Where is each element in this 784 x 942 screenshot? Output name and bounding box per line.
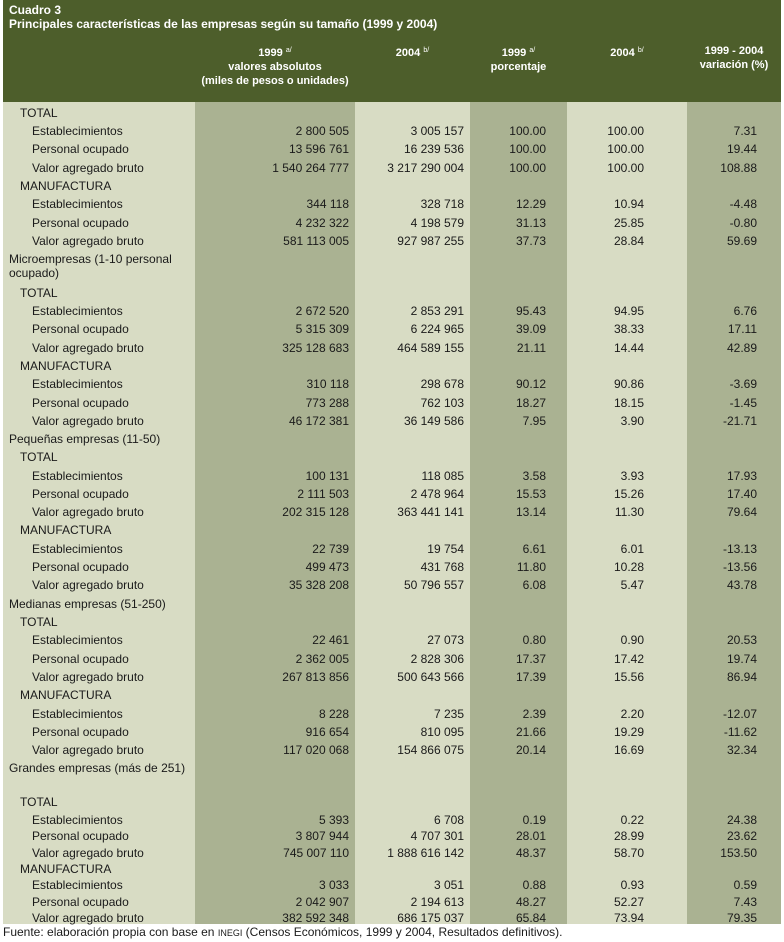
row-label: Personal ocupado xyxy=(32,652,129,666)
value-2004-abs: 2 478 964 xyxy=(410,487,464,501)
value-1999-abs: 2 800 505 xyxy=(295,124,349,138)
row-label: Personal ocupado xyxy=(32,216,129,230)
value-2004-abs: 810 095 xyxy=(420,725,464,739)
value-1999-pct: 0.88 xyxy=(522,878,546,892)
value-2004-abs: 4 707 301 xyxy=(410,829,464,843)
value-variation: 17.40 xyxy=(726,487,757,501)
table-header-bar xyxy=(3,0,781,102)
section-label: TOTAL xyxy=(20,795,58,809)
value-variation: 153.50 xyxy=(720,846,757,860)
value-1999-pct: 21.66 xyxy=(515,725,546,739)
value-1999-pct: 95.43 xyxy=(515,304,546,318)
value-1999-abs: 325 128 683 xyxy=(282,341,349,355)
value-2004-abs: 118 085 xyxy=(421,469,464,483)
value-2004-pct: 18.15 xyxy=(613,396,644,410)
value-2004-abs: 328 718 xyxy=(420,197,464,211)
section-label: TOTAL xyxy=(20,106,58,120)
row-label: Valor agregado bruto xyxy=(32,505,144,519)
value-1999-pct: 0.19 xyxy=(522,813,546,827)
value-2004-pct: 0.93 xyxy=(620,878,644,892)
value-1999-pct: 3.58 xyxy=(522,469,546,483)
group-label: Grandes empresas (más de 251) xyxy=(9,761,186,775)
row-label: Personal ocupado xyxy=(32,560,129,574)
value-1999-pct: 100.00 xyxy=(509,142,546,156)
row-label: Personal ocupado xyxy=(32,142,129,156)
row-label: Personal ocupado xyxy=(32,487,129,501)
value-2004-abs: 6 224 965 xyxy=(410,322,464,336)
value-1999-pct: 2.39 xyxy=(522,707,546,721)
value-2004-abs: 298 678 xyxy=(420,377,464,391)
value-2004-pct: 3.93 xyxy=(620,469,644,483)
value-variation: 7.31 xyxy=(733,124,757,138)
value-1999-pct: 12.29 xyxy=(515,197,546,211)
value-variation: 43.78 xyxy=(726,578,757,592)
value-2004-pct: 38.33 xyxy=(613,322,644,336)
value-2004-pct: 5.47 xyxy=(620,578,644,592)
row-label: Personal ocupado xyxy=(32,895,129,909)
value-2004-abs: 4 198 579 xyxy=(410,216,464,230)
row-label: Establecimientos xyxy=(32,878,123,892)
row-label: Establecimientos xyxy=(32,707,123,721)
row-label: Valor agregado bruto xyxy=(32,743,144,757)
value-1999-pct: 100.00 xyxy=(509,161,546,175)
value-2004-abs: 431 768 xyxy=(420,560,464,574)
column-header-2004-abs: 2004 $^{b/}$ xyxy=(395,47,430,59)
value-1999-abs: 5 393 xyxy=(318,813,349,827)
row-label: Valor agregado bruto xyxy=(32,341,144,355)
value-variation: 17.11 xyxy=(727,322,757,336)
value-1999-abs: 22 739 xyxy=(312,542,349,556)
value-1999-abs: 581 113 005 xyxy=(283,234,349,248)
section-label: MANUFACTURA xyxy=(20,688,112,702)
value-1999-abs: 4 232 322 xyxy=(295,216,349,230)
value-1999-abs: 202 315 128 xyxy=(282,505,349,519)
value-2004-pct: 10.28 xyxy=(613,560,644,574)
row-label: Valor agregado bruto xyxy=(32,911,144,925)
value-variation: -13.13 xyxy=(722,542,757,556)
value-2004-pct: 3.90 xyxy=(620,414,644,428)
value-2004-pct: 19.29 xyxy=(613,725,644,739)
value-variation: -3.69 xyxy=(729,377,757,391)
value-variation: 17.93 xyxy=(726,469,757,483)
value-1999-pct: 6.08 xyxy=(522,578,546,592)
table-title: Principales características de las empresas según su tamaño (1999 y 2004) xyxy=(9,17,438,31)
value-variation: 79.64 xyxy=(726,505,757,519)
value-1999-abs: 310 118 xyxy=(306,377,349,391)
value-2004-pct: 6.01 xyxy=(620,542,644,556)
value-variation: 108.88 xyxy=(720,161,757,175)
value-2004-abs: 2 828 306 xyxy=(410,652,464,666)
value-1999-pct: 48.37 xyxy=(515,846,546,860)
value-variation: 7.43 xyxy=(733,895,757,909)
value-1999-pct: 21.11 xyxy=(516,341,546,355)
value-1999-abs: 100 131 xyxy=(305,469,349,483)
value-2004-pct: 28.84 xyxy=(613,234,644,248)
value-2004-pct: 2.20 xyxy=(620,707,644,721)
value-1999-abs: 267 813 856 xyxy=(282,670,349,684)
value-1999-pct: 90.12 xyxy=(515,377,546,391)
value-variation: 6.76 xyxy=(733,304,757,318)
value-2004-pct: 58.70 xyxy=(613,846,644,860)
group-label: Pequeñas empresas (11-50) xyxy=(9,432,161,446)
value-2004-pct: 100.00 xyxy=(607,124,644,138)
value-2004-abs: 6 708 xyxy=(433,813,464,827)
value-1999-pct: 48.27 xyxy=(515,895,546,909)
value-2004-abs: 3 217 290 004 xyxy=(387,161,464,175)
value-2004-abs: 762 103 xyxy=(420,396,464,410)
value-variation: 19.44 xyxy=(726,142,757,156)
value-2004-pct: 16.69 xyxy=(613,743,644,757)
value-variation: 19.74 xyxy=(726,652,757,666)
column-header-1999-pct: 1999 $^{a/}$ porcentaje xyxy=(490,47,547,73)
value-1999-pct: 0.80 xyxy=(522,633,546,647)
section-label: MANUFACTURA xyxy=(20,359,112,373)
value-1999-pct: 6.61 xyxy=(522,542,546,556)
value-variation: -13.56 xyxy=(722,560,757,574)
value-2004-abs: 2 853 291 xyxy=(410,304,464,318)
row-label: Personal ocupado xyxy=(32,396,129,410)
section-label: MANUFACTURA xyxy=(20,179,112,193)
value-2004-abs: 1 888 616 142 xyxy=(387,846,464,860)
column-header-variation: 1999 - 2004 variación (%) xyxy=(699,45,769,71)
value-1999-pct: 15.53 xyxy=(515,487,546,501)
value-1999-abs: 2 362 005 xyxy=(295,652,349,666)
table-label: Cuadro 3 xyxy=(9,3,62,17)
row-label: Valor agregado bruto xyxy=(32,578,144,592)
value-2004-abs: 927 987 255 xyxy=(397,234,464,248)
value-2004-abs: 16 239 536 xyxy=(403,142,464,156)
row-label: Establecimientos xyxy=(32,813,123,827)
row-label: Establecimientos xyxy=(32,469,123,483)
value-variation: 32.34 xyxy=(726,743,757,757)
value-1999-abs: 22 461 xyxy=(312,633,349,647)
value-variation: 0.59 xyxy=(733,878,757,892)
value-2004-pct: 11.30 xyxy=(614,505,644,519)
row-label: Establecimientos xyxy=(32,124,123,138)
value-2004-pct: 10.94 xyxy=(613,197,644,211)
value-variation: 59.69 xyxy=(726,234,757,248)
value-variation: 86.94 xyxy=(726,670,757,684)
value-2004-pct: 0.90 xyxy=(620,633,644,647)
column-header-2004-pct: 2004 $^{b/}$ xyxy=(610,47,644,59)
value-variation: 23.62 xyxy=(726,829,757,843)
row-label: Establecimientos xyxy=(32,633,123,647)
value-2004-abs: 27 073 xyxy=(427,633,464,647)
value-1999-abs: 8 228 xyxy=(318,707,349,721)
value-1999-pct: 28.01 xyxy=(515,829,546,843)
value-2004-pct: 25.85 xyxy=(613,216,644,230)
section-label: MANUFACTURA xyxy=(20,862,112,876)
value-1999-abs: 2 672 520 xyxy=(295,304,349,318)
value-2004-pct: 90.86 xyxy=(613,377,644,391)
row-label: Valor agregado bruto xyxy=(32,161,144,175)
section-label: TOTAL xyxy=(20,615,58,629)
value-1999-pct: 18.27 xyxy=(515,396,546,410)
value-variation: 42.89 xyxy=(726,341,757,355)
value-2004-abs: 36 149 586 xyxy=(403,414,464,428)
section-label: MANUFACTURA xyxy=(20,523,112,537)
value-1999-abs: 745 007 110 xyxy=(283,846,349,860)
value-1999-pct: 37.73 xyxy=(515,234,546,248)
value-2004-pct: 100.00 xyxy=(607,142,644,156)
value-2004-abs: 2 194 613 xyxy=(410,895,464,909)
value-2004-abs: 50 796 557 xyxy=(403,578,464,592)
value-1999-abs: 5 315 309 xyxy=(295,322,349,336)
value-1999-abs: 35 328 208 xyxy=(288,578,349,592)
value-variation: -4.48 xyxy=(729,197,757,211)
value-1999-pct: 17.37 xyxy=(515,652,546,666)
column-header-1999-abs: 1999 $^{a/}$ valores absolutos (miles de pesos o unidades) xyxy=(201,47,349,87)
value-2004-pct: 17.42 xyxy=(613,652,644,666)
value-2004-abs: 154 866 075 xyxy=(397,743,464,757)
value-2004-pct: 100.00 xyxy=(607,161,644,175)
row-label: Valor agregado bruto xyxy=(32,234,144,248)
value-2004-pct: 15.56 xyxy=(613,670,644,684)
value-variation: 79.35 xyxy=(726,911,757,925)
value-variation: -11.62 xyxy=(723,725,757,739)
row-label: Personal ocupado xyxy=(32,322,129,336)
value-2004-abs: 3 005 157 xyxy=(410,124,464,138)
value-1999-pct: 31.13 xyxy=(515,216,546,230)
value-1999-abs: 382 592 348 xyxy=(282,911,349,925)
row-label: Valor agregado bruto xyxy=(32,414,144,428)
value-1999-pct: 11.80 xyxy=(516,560,546,574)
row-label: Valor agregado bruto xyxy=(32,670,144,684)
value-1999-abs: 916 654 xyxy=(305,725,349,739)
value-1999-pct: 7.95 xyxy=(522,414,546,428)
group-label: Medianas empresas (51-250) xyxy=(9,597,166,611)
row-label: Establecimientos xyxy=(32,304,123,318)
value-1999-abs: 2 111 503 xyxy=(297,487,349,501)
row-label: Establecimientos xyxy=(32,542,123,556)
value-1999-abs: 117 020 068 xyxy=(283,743,349,757)
source-note: Fuente: elaboración propia con base en INEGI (Censos Económicos, 1999 y 2004, Resultados definitivos). xyxy=(3,925,563,939)
value-2004-pct: 0.22 xyxy=(620,813,644,827)
value-1999-abs: 1 540 264 777 xyxy=(272,161,349,175)
value-2004-pct: 28.99 xyxy=(613,829,644,843)
value-2004-abs: 464 589 155 xyxy=(397,341,464,355)
value-2004-abs: 686 175 037 xyxy=(397,911,464,925)
value-2004-pct: 14.44 xyxy=(613,341,644,355)
value-variation: 24.38 xyxy=(726,813,757,827)
value-2004-abs: 19 754 xyxy=(427,542,464,556)
row-label: Establecimientos xyxy=(32,197,123,211)
value-1999-abs: 3 807 944 xyxy=(295,829,349,843)
value-1999-abs: 773 288 xyxy=(305,396,349,410)
value-2004-abs: 363 441 141 xyxy=(397,505,464,519)
value-variation: -1.45 xyxy=(729,396,757,410)
value-1999-pct: 20.14 xyxy=(515,743,546,757)
value-1999-abs: 3 033 xyxy=(318,878,349,892)
value-2004-abs: 7 235 xyxy=(433,707,464,721)
row-label: Establecimientos xyxy=(32,377,123,391)
value-1999-pct: 13.14 xyxy=(515,505,546,519)
value-2004-pct: 73.94 xyxy=(613,911,644,925)
value-2004-abs: 3 051 xyxy=(433,878,464,892)
value-2004-pct: 94.95 xyxy=(613,304,644,318)
value-1999-pct: 100.00 xyxy=(509,124,546,138)
value-2004-pct: 15.26 xyxy=(613,487,644,501)
value-1999-abs: 13 596 761 xyxy=(288,142,349,156)
section-label: TOTAL xyxy=(20,286,58,300)
value-1999-abs: 46 172 381 xyxy=(288,414,349,428)
value-1999-pct: 39.09 xyxy=(515,322,546,336)
value-2004-pct: 52.27 xyxy=(613,895,644,909)
value-1999-pct: 17.39 xyxy=(515,670,546,684)
value-1999-abs: 499 473 xyxy=(305,560,349,574)
value-variation: -21.71 xyxy=(722,414,757,428)
value-1999-abs: 2 042 907 xyxy=(295,895,349,909)
row-label: Personal ocupado xyxy=(32,829,129,843)
value-1999-abs: 344 118 xyxy=(306,197,349,211)
group-label: Microempresas (1-10 personal ocupado) xyxy=(9,252,172,280)
value-1999-pct: 65.84 xyxy=(515,911,546,925)
value-variation: -0.80 xyxy=(729,216,757,230)
row-label: Personal ocupado xyxy=(32,725,129,739)
section-label: TOTAL xyxy=(20,450,58,464)
value-variation: -12.07 xyxy=(722,707,757,721)
row-label: Valor agregado bruto xyxy=(32,846,144,860)
value-variation: 20.53 xyxy=(726,633,757,647)
value-2004-abs: 500 643 566 xyxy=(397,670,464,684)
